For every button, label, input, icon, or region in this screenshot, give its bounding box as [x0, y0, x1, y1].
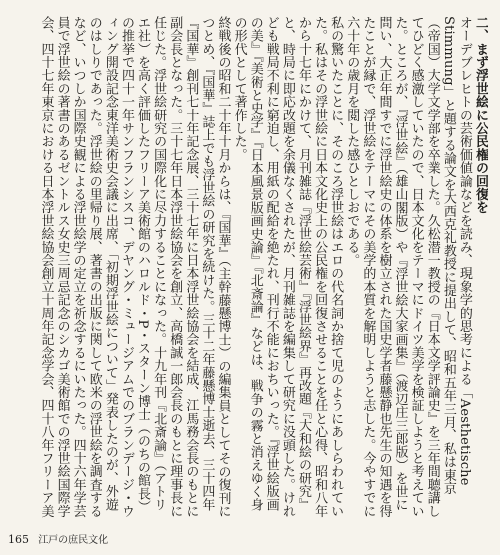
section-heading: 二、まず浮世絵に公民権の回復を [473, 16, 488, 214]
page-footer [8, 531, 108, 546]
paragraph: 私の驚いたことに、そのころ浮世絵はエロの代名詞か捨て児のようにあしらわれていた。私はその浮世絵に日本文化史上の公民権を回復させることを任と心得、昭和八年から十七年にかけて、月刊雑誌『浮世絵芸術』『浮世絵界』再改題『大和絵の研究』と、時局に即応改題を余儀なくされたが、月刊雑誌を編集して研究に没頭した。けれども戦局不利に窮迫し、用紙の配給を絶たれ、刊行不能におちいった。『浮世絵版画の美』『美術と史学』『日本風景版画史論』『北斎論』などは、戦争の霧と消えゆく身の形代として著作した。 [231, 16, 344, 518]
running-title: 江戸の庶民文化 [38, 535, 109, 546]
paragraph: オーデブレヒトの芸術価値論などを読み、現象学的思考による「Aesthetische Stimmung」と題する論文を大西克礼教授に提出して、昭和五年三月、私は東京（帝国）大学文学部を卒業した。久松潜一教授の『日本文学評論史』を三年間聴講してひどく感激していたので、日本文化をテーマにドイツ美学を検証しようと考えていた。ところが、『浮世絵』（雄山閣版）や『浮世絵大家画集』（渡辺庄三郎版）を世に問い、大正年間すでに浮世絵史の体系を樹立された国史学者藤懸静也先生の知遇を得たことが縁で、浮世絵をテーマにその美学的本質を解明しようと志した。今やすでに六十年の歳月を閲した感ひとしおである。 [344, 16, 472, 518]
vertical-text-block [10, 16, 488, 520]
page-number: 165 [8, 533, 29, 546]
paragraph: 終戦後の昭和二十年十月からは、『国華』（主幹藤懸博士）の編集員としてその復刊につとめ、『国華』誌上でも浮世絵の研究を続けた。三十二年藤懸博士逝去、三十四年『国華』創刊七十年記念展、三十七年に日本浮世絵協会を結成、江馬務会長のもとに副会長となった。三十七年日本浮世絵協会を創立、高橋誠一郎会長のもとに理事長に任じた。浮世絵研究の国際化に尽力することになった。十九年刊『北斎論』（アトリエ社）を高く評価したフリーア美術館のハロルド・P・スターン博士（のちの館長）の推挙で四十一年サンフランシスコ、デヤング・ミュージアムでのブランデージ・ウィング開設記念東洋美術史会議に出席、「初期浮世絵について」発表したのが、外遊のはしりであった。浮世絵の里帰り展、著書の出版に関して欧米の浮世絵を調査するなど、いつしか国際史観による浮世絵学の定立を祈念するにいたった。四十六年学芸員で浮世絵の著書のあるゼントルス女史三周忌記念のシカゴ美術館での浮世絵国際学会、四十七年東京における日本浮世絵協会創立十周年記念学会、四十八年フリーア美 [38, 16, 231, 518]
